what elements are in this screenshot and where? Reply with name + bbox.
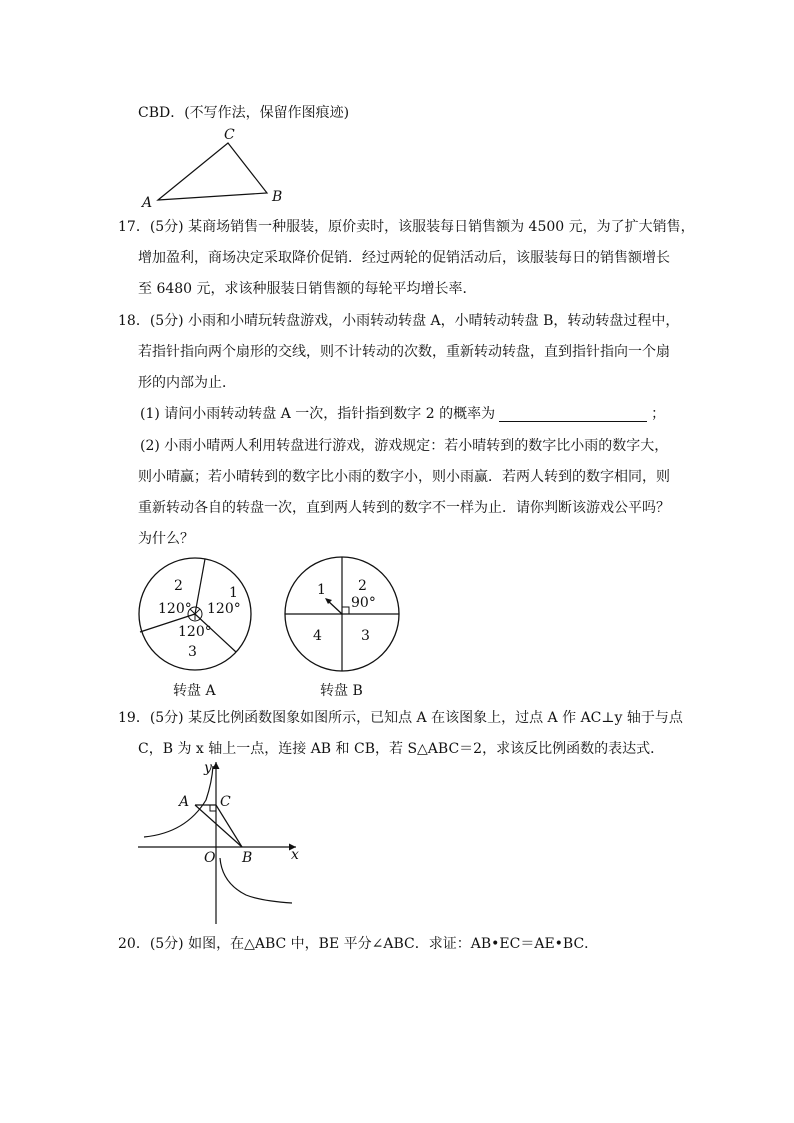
problem-19-line-1: 19．(5分) 某反比例函数图象如图所示，已知点 A 在该图象上，过点 A 作 AC⊥y 轴于与点 [118,710,683,726]
problem-18-line-3: 形的内部为止． [138,375,236,391]
inverse-proportion-graph [136,758,306,928]
problem-18-line-2: 若指针指向两个扇形的交线，则不计转动的次数，重新转动转盘，直到指针指向一个扇 [138,344,670,360]
label-b: B [272,189,283,205]
wheel-a-figure [136,555,256,675]
wheel-b-number-1: 1 [317,582,326,598]
graph-label-o: O [204,850,216,866]
wheel-b-figure [283,555,403,675]
problem-17-line-2: 增加盈利，商场决定采取降价促销．经过两轮的促销活动后，该服装每日的销售额增长 [138,250,670,266]
problem-19-line-2: C，B 为 x 轴上一点，连接 AB 和 CB，若 S△ABC＝2，求该反比例函数的表达式． [138,741,665,757]
problem-20-line-1: 20．(5分) 如图，在△ABC 中，BE 平分∠ABC．求证：AB•EC＝AE•BC． [118,936,599,952]
graph-label-b: B [242,850,253,866]
problem-18-question-2-line-3: 重新转动各自的转盘一次，直到两人转到的数字不一样为止．请你判断该游戏公平吗？ [138,500,670,516]
problem-18-question-2-line-4: 为什么？ [138,531,194,547]
wheel-a-number-2: 2 [174,578,183,594]
problem-18-question-1 [140,404,665,424]
wheel-b-number-2: 2 [358,578,367,594]
answer-blank [499,407,647,422]
wheel-b-number-4: 4 [313,628,322,644]
problem-16-continuation: CBD．(不写作法，保留作图痕迹) [138,105,350,121]
triangle-abc-figure [130,125,290,210]
label-a: A [142,195,153,211]
question-1-text: (1) 请问小雨转动转盘 A 一次，指针指到数字 2 的概率为 [140,406,496,422]
wheel-a-number-1: 1 [229,585,238,601]
graph-label-c: C [220,794,231,810]
wheel-a-angle-right: 120° [207,601,241,617]
wheel-a-angle-left: 120° [158,601,192,617]
wheel-a-caption: 转盘 A [173,683,216,699]
problem-17-line-3: 至 6480 元，求该种服装日销售额的每轮平均增长率． [138,281,477,297]
problem-18-question-2-line-1: (2) 小雨小晴两人利用转盘进行游戏，游戏规定：若小晴转到的数字比小雨的数字大， [140,438,669,454]
wheel-a-number-3: 3 [188,644,197,660]
question-1-end: ； [651,406,666,422]
label-c: C [224,127,235,143]
problem-18-line-1: 18．(5分) 小雨和小晴玩转盘游戏，小雨转动转盘 A，小晴转动转盘 B，转动转盘过程中， [118,313,680,329]
wheel-b-angle: 90° [351,595,376,611]
wheel-b-number-3: 3 [361,628,370,644]
graph-label-a: A [179,794,190,810]
wheel-a-angle-bottom: 120° [178,624,212,640]
wheel-b-caption: 转盘 B [320,683,363,699]
graph-label-x: x [291,847,299,863]
problem-18-question-2-line-2: 则小晴赢；若小晴转到的数字比小雨的数字小，则小雨赢．若两人转到的数字相同，则 [138,469,670,485]
graph-label-y: y [204,760,212,776]
problem-17-line-1: 17．(5分) 某商场销售一种服装，原价卖时，该服装每日销售额为 4500 元，为了扩大销售， [118,219,695,235]
